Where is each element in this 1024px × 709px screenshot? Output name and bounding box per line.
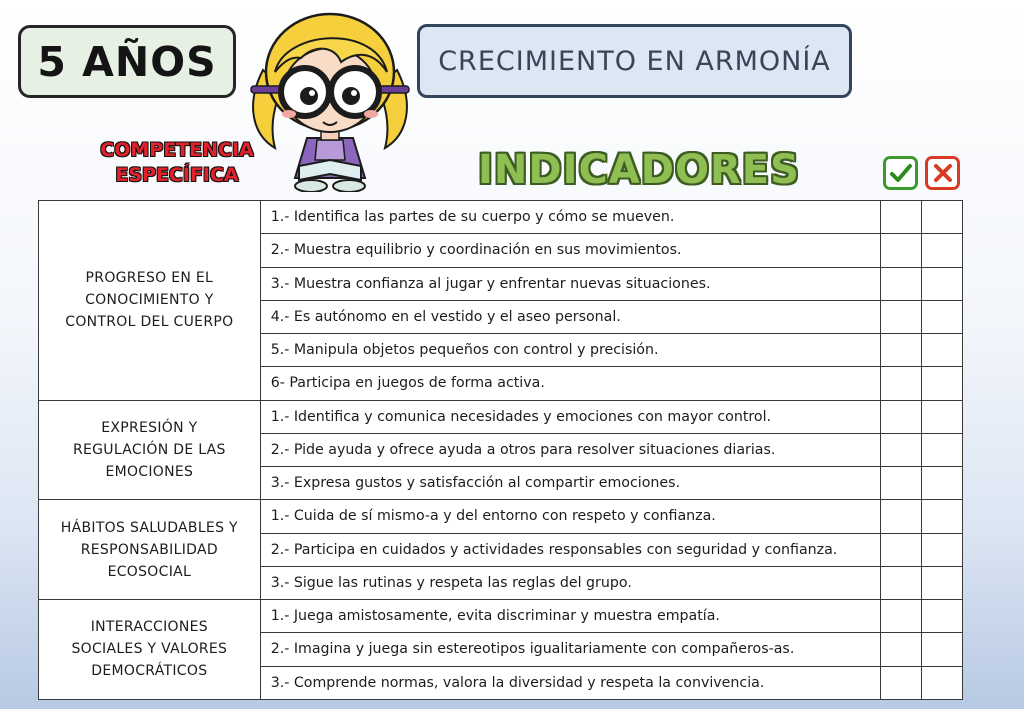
- page-title: CRECIMIENTO EN ARMONÍA: [417, 24, 852, 98]
- indicator-cell: 3.- Muestra confianza al jugar y enfrentar nuevas situaciones.: [260, 267, 881, 300]
- category-cell: INTERACCIONES SOCIALES Y VALORES DEMOCRÁTICOS: [39, 600, 261, 700]
- not-achieved-checkbox-cell[interactable]: [922, 500, 963, 533]
- competencia-especifica-heading: [96, 138, 258, 188]
- indicator-cell: 1.- Juega amistosamente, evita discriminar y muestra empatía.: [260, 600, 881, 633]
- girl-with-glasses-illustration: [245, 10, 415, 192]
- check-icon: [883, 156, 918, 190]
- category-cell: EXPRESIÓN Y REGULACIÓN DE LAS EMOCIONES: [39, 400, 261, 500]
- not-achieved-checkbox-cell[interactable]: [922, 201, 963, 234]
- not-achieved-checkbox-cell[interactable]: [922, 666, 963, 699]
- indicator-cell: 3.- Sigue las rutinas y respeta las reglas del grupo.: [260, 566, 881, 599]
- indicator-cell: 3.- Expresa gustos y satisfacción al compartir emociones.: [260, 467, 881, 500]
- not-achieved-checkbox-cell[interactable]: [922, 367, 963, 400]
- not-achieved-checkbox-cell[interactable]: [922, 566, 963, 599]
- table-row: [39, 201, 963, 234]
- not-achieved-checkbox-cell[interactable]: [922, 633, 963, 666]
- achieved-checkbox-cell[interactable]: [881, 267, 922, 300]
- not-achieved-checkbox-cell[interactable]: [922, 433, 963, 466]
- achieved-checkbox-cell[interactable]: [881, 500, 922, 533]
- achieved-checkbox-cell[interactable]: [881, 467, 922, 500]
- category-cell: HÁBITOS SALUDABLES Y RESPONSABILIDAD ECOSOCIAL: [39, 500, 261, 600]
- not-achieved-checkbox-cell[interactable]: [922, 334, 963, 367]
- not-achieved-checkbox-cell[interactable]: [922, 267, 963, 300]
- not-achieved-checkbox-cell[interactable]: [922, 467, 963, 500]
- indicator-cell: 1.- Identifica y comunica necesidades y emociones con mayor control.: [260, 400, 881, 433]
- indicator-cell: 3.- Comprende normas, valora la diversidad y respeta la convivencia.: [260, 666, 881, 699]
- achieved-checkbox-cell[interactable]: [881, 600, 922, 633]
- indicadores-heading: INDICADORES: [478, 147, 800, 193]
- table-row: [39, 600, 963, 633]
- indicator-cell: 2.- Pide ayuda y ofrece ayuda a otros para resolver situaciones diarias.: [260, 433, 881, 466]
- not-achieved-checkbox-cell[interactable]: [922, 234, 963, 267]
- achieved-checkbox-cell[interactable]: [881, 566, 922, 599]
- indicator-cell: 2.- Participa en cuidados y actividades responsables con seguridad y confianza.: [260, 533, 881, 566]
- table-row: [39, 500, 963, 533]
- indicator-cell: 2.- Imagina y juega sin estereotipos igualitariamente con compañeros-as.: [260, 633, 881, 666]
- indicator-cell: 2.- Muestra equilibrio y coordinación en sus movimientos.: [260, 234, 881, 267]
- indicator-cell: 5.- Manipula objetos pequeños con control y precisión.: [260, 334, 881, 367]
- achieved-checkbox-cell[interactable]: [881, 201, 922, 234]
- competencia-line-2: ESPECÍFICA: [115, 164, 239, 186]
- competencia-line-1: COMPETENCIA: [100, 139, 254, 161]
- age-badge: 5 AÑOS: [18, 25, 236, 98]
- table-row: [39, 400, 963, 433]
- achieved-checkbox-cell[interactable]: [881, 300, 922, 333]
- indicator-cell: 6- Participa en juegos de forma activa.: [260, 367, 881, 400]
- cross-icon: [925, 156, 960, 190]
- achieved-checkbox-cell[interactable]: [881, 666, 922, 699]
- achieved-checkbox-cell[interactable]: [881, 367, 922, 400]
- not-achieved-checkbox-cell[interactable]: [922, 400, 963, 433]
- achieved-checkbox-cell[interactable]: [881, 433, 922, 466]
- indicator-cell: 1.- Identifica las partes de su cuerpo y cómo se mueven.: [260, 201, 881, 234]
- not-achieved-checkbox-cell[interactable]: [922, 533, 963, 566]
- indicator-cell: 1.- Cuida de sí mismo-a y del entorno con respeto y confianza.: [260, 500, 881, 533]
- achieved-checkbox-cell[interactable]: [881, 234, 922, 267]
- indicators-table: [38, 200, 963, 700]
- achieved-checkbox-cell[interactable]: [881, 633, 922, 666]
- not-achieved-checkbox-cell[interactable]: [922, 300, 963, 333]
- category-cell: PROGRESO EN EL CONOCIMIENTO Y CONTROL DEL CUERPO: [39, 201, 261, 401]
- indicator-cell: 4.- Es autónomo en el vestido y el aseo personal.: [260, 300, 881, 333]
- not-achieved-checkbox-cell[interactable]: [922, 600, 963, 633]
- achieved-checkbox-cell[interactable]: [881, 400, 922, 433]
- achieved-checkbox-cell[interactable]: [881, 334, 922, 367]
- achieved-checkbox-cell[interactable]: [881, 533, 922, 566]
